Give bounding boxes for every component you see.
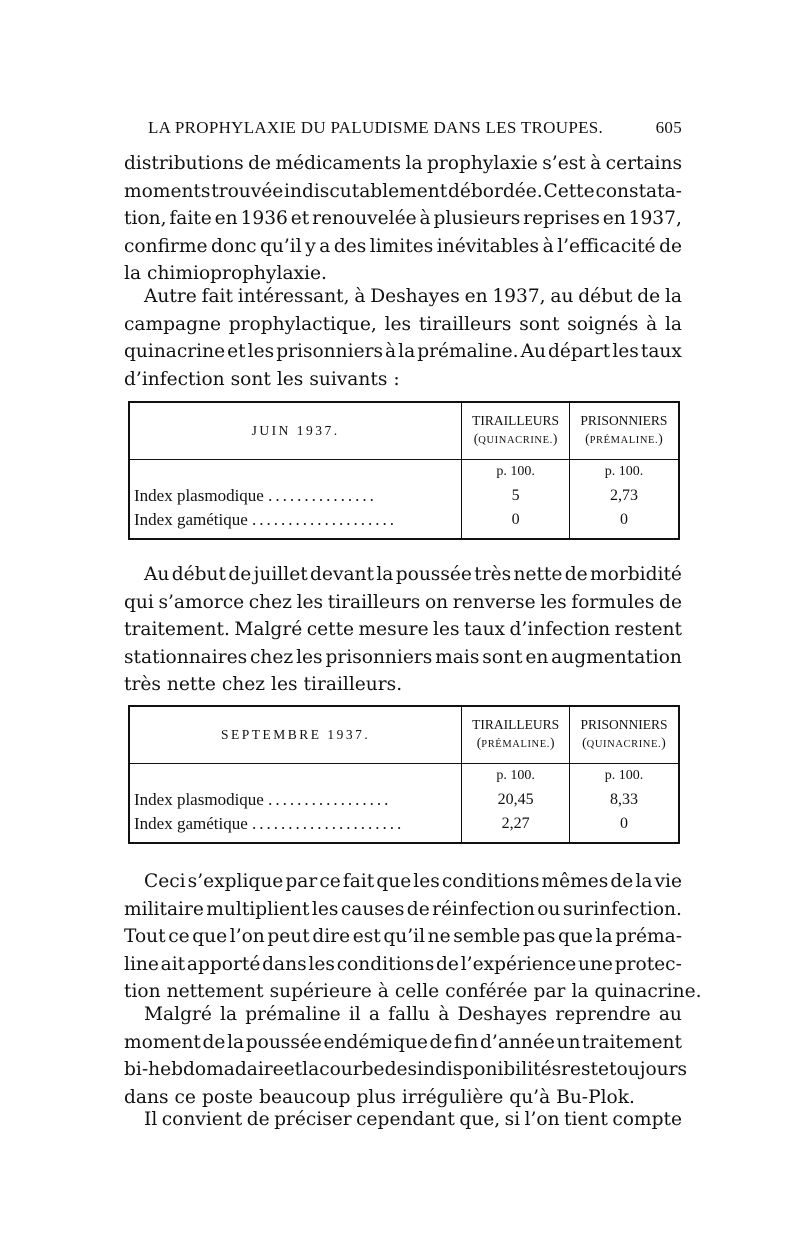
- word: beaucoup: [259, 1086, 351, 1108]
- word: il: [348, 1004, 361, 1025]
- word: prophylaxie: [426, 153, 538, 174]
- word: et: [290, 208, 310, 230]
- word: débordée.: [448, 180, 543, 202]
- word: l’on: [229, 926, 265, 948]
- text-line: [124, 644, 682, 672]
- row-label: Index plasmodique: [134, 790, 264, 809]
- word: tirailleurs.: [303, 674, 403, 696]
- word: d’année: [480, 1031, 555, 1053]
- word: Deshayes: [370, 286, 460, 307]
- word: médicaments: [275, 153, 402, 174]
- word: cette: [306, 619, 355, 641]
- word: chez: [221, 674, 266, 696]
- leader-dots: .................: [268, 790, 392, 809]
- word: de: [248, 153, 272, 174]
- text-line: [124, 951, 682, 979]
- word: taux: [640, 341, 682, 363]
- word: la: [220, 1004, 238, 1025]
- word: les: [296, 591, 324, 613]
- word: conférée: [445, 981, 528, 1003]
- word: indisponibilités: [417, 1059, 562, 1081]
- word: les: [384, 313, 412, 335]
- word: mesure: [358, 619, 429, 641]
- word: préciser: [274, 1109, 352, 1130]
- word: multiplient: [206, 898, 310, 920]
- word: prophylactique,: [228, 313, 377, 335]
- word: campagne: [124, 313, 221, 335]
- word: bi-hebdomadaire: [124, 1059, 284, 1081]
- word: confirme: [124, 235, 208, 257]
- word: plusieurs: [433, 208, 521, 230]
- word: chez: [250, 646, 294, 668]
- word: celle: [394, 981, 440, 1003]
- word: chez: [248, 591, 292, 613]
- word: à: [438, 1004, 450, 1025]
- word: y: [305, 235, 316, 257]
- word: à: [377, 981, 389, 1003]
- word: les: [308, 953, 335, 975]
- word: irrégulière: [401, 1086, 504, 1108]
- word: par: [533, 981, 566, 1003]
- word: de: [202, 1031, 226, 1053]
- word: reprises: [523, 208, 600, 230]
- word: quinacrine: [124, 341, 226, 363]
- word: Au: [144, 564, 170, 585]
- word: constata-: [595, 180, 682, 202]
- word: la: [595, 926, 613, 948]
- table-row: [129, 788, 679, 812]
- text-line: [124, 868, 682, 896]
- word: dire: [312, 926, 351, 948]
- table-row: [129, 812, 679, 843]
- word: la: [571, 981, 589, 1003]
- word: ce: [319, 871, 341, 892]
- word: line: [124, 953, 159, 975]
- leader-dots: .....................: [252, 814, 405, 833]
- text-line: [124, 366, 682, 394]
- text-line: [124, 205, 682, 233]
- word: que,: [459, 1109, 501, 1130]
- word: qu’à: [509, 1086, 551, 1108]
- word: les: [413, 871, 440, 892]
- word: à: [542, 235, 554, 257]
- word: apporté: [186, 953, 261, 975]
- word: compte: [612, 1109, 682, 1130]
- word: l’on: [524, 1109, 560, 1130]
- word: causes: [340, 898, 405, 920]
- word: suivants: [309, 368, 388, 390]
- word: tion: [124, 981, 161, 1003]
- word: à: [419, 208, 431, 230]
- word: devant: [310, 564, 374, 585]
- word: militaire: [124, 898, 204, 920]
- running-head: [148, 118, 682, 142]
- word: Tout: [124, 926, 166, 948]
- word: nettement: [166, 981, 264, 1003]
- word: très: [474, 564, 512, 585]
- word: ait: [160, 953, 186, 975]
- word: une: [577, 953, 613, 975]
- running-head-title: LA PROPHYLAXIE DU PALUDISME DANS LES TROUPES.: [148, 118, 604, 137]
- word: 1937,: [628, 208, 682, 230]
- word: préma-: [615, 926, 682, 948]
- word: quinacrine.: [594, 981, 702, 1003]
- word: poussée: [395, 564, 472, 585]
- word: à: [646, 313, 658, 335]
- word: sont: [482, 646, 523, 668]
- word: est: [352, 926, 381, 948]
- word: traitement.: [124, 619, 230, 641]
- page-number: 605: [655, 118, 682, 137]
- word: endémique: [323, 1031, 428, 1053]
- word: les: [612, 341, 639, 363]
- unit-label: p. 100.: [569, 764, 679, 789]
- leader-dots: ...............: [268, 486, 377, 505]
- word: un: [556, 1031, 581, 1053]
- word: au: [658, 1004, 682, 1025]
- word: de: [406, 898, 430, 920]
- word: inévitables: [436, 235, 540, 257]
- word: au: [550, 286, 574, 307]
- word: d’infection: [509, 619, 611, 641]
- word: des: [384, 1059, 418, 1081]
- word: fait: [201, 286, 233, 307]
- word: la: [664, 313, 682, 335]
- word: tient: [564, 1109, 608, 1130]
- paragraph-3: [124, 561, 682, 699]
- text-line: [124, 311, 682, 339]
- word: début: [578, 286, 633, 307]
- word: semble: [453, 926, 521, 948]
- word: de: [564, 564, 588, 585]
- word: augmentation: [551, 646, 682, 668]
- word: que: [192, 926, 228, 948]
- table-row: [129, 484, 679, 508]
- column-treatment: PRÉMALINE.: [481, 739, 550, 750]
- word: tirailleurs: [327, 591, 421, 613]
- word: la: [376, 564, 394, 585]
- text-line: [124, 233, 682, 261]
- text-line: [124, 338, 682, 366]
- word: de: [659, 235, 682, 257]
- paragraph-5: [124, 1001, 688, 1111]
- unit-label: p. 100.: [462, 460, 570, 485]
- word: à: [590, 153, 602, 174]
- word: Cette: [543, 180, 595, 202]
- word: et: [283, 1059, 303, 1081]
- word: la: [124, 263, 142, 285]
- word: qu’il: [383, 926, 426, 948]
- text-line: [124, 1106, 682, 1134]
- word: fait: [342, 871, 375, 892]
- row-label: Index gamétique: [134, 814, 248, 833]
- word: s’est: [542, 153, 586, 174]
- word: 1937,: [492, 286, 546, 307]
- column-name: TIRAILLEURS: [472, 413, 560, 428]
- word: tion,: [124, 208, 167, 230]
- paragraph-1: [124, 150, 682, 288]
- word: sont: [519, 313, 560, 335]
- word: en: [602, 208, 626, 230]
- cell-value: 20,45: [462, 788, 570, 812]
- word: Deshayes: [457, 1004, 548, 1025]
- word: la: [635, 871, 653, 892]
- word: en: [464, 286, 488, 307]
- word: de: [436, 953, 459, 975]
- word: Ceci: [144, 871, 186, 892]
- cell-value: 8,33: [569, 788, 679, 812]
- word: les: [276, 368, 304, 390]
- word: donc: [211, 235, 257, 257]
- word: nette: [513, 564, 563, 585]
- word: traitement: [582, 1031, 682, 1053]
- text-line: [124, 923, 682, 951]
- row-label: Index plasmodique: [134, 486, 264, 505]
- word: la: [405, 153, 423, 174]
- word: les: [311, 898, 339, 920]
- paragraph-6: [124, 1106, 682, 1134]
- word: que: [558, 926, 593, 948]
- word: l’efficacité: [557, 235, 656, 257]
- table-period: SEPTEMBRE 1937.: [129, 706, 462, 764]
- word: réinfection: [432, 898, 535, 920]
- word: la: [664, 286, 682, 307]
- word: ce: [174, 1086, 196, 1108]
- word: sont: [230, 368, 271, 390]
- column-header-prisonniers: PRISONNIERS (PRÉMALINE.): [569, 402, 679, 460]
- column-treatment: QUINACRINE.: [478, 435, 553, 446]
- word: dans: [124, 1086, 169, 1108]
- unit-label: p. 100.: [462, 764, 570, 789]
- word: supérieure: [269, 981, 372, 1003]
- text-line: [124, 589, 682, 617]
- word: surinfection.: [562, 898, 682, 920]
- word: en: [525, 646, 549, 668]
- word: l’expérience: [460, 953, 577, 975]
- word: prisonniers: [276, 341, 384, 363]
- word: les: [271, 674, 298, 696]
- cell-value: 5: [462, 484, 570, 508]
- word: s’amorce: [158, 591, 245, 613]
- text-line: [124, 150, 682, 178]
- word: poussée: [245, 1031, 322, 1053]
- word: début: [171, 564, 227, 585]
- word: faite: [169, 208, 212, 230]
- word: prisonniers: [325, 646, 433, 668]
- column-treatment: PRÉMALINE.: [589, 435, 659, 446]
- word: fin: [454, 1031, 479, 1053]
- word: les: [296, 646, 323, 668]
- word: intéressant,: [237, 286, 350, 307]
- word: prémaline: [245, 1004, 341, 1025]
- word: de: [246, 1109, 270, 1130]
- paragraph-2: [124, 283, 682, 393]
- word: Au: [520, 341, 546, 363]
- column-name: PRISONNIERS: [580, 413, 668, 428]
- word: la: [398, 341, 416, 363]
- word: de: [429, 1031, 453, 1053]
- word: ne: [427, 926, 451, 948]
- table-row: [129, 508, 679, 539]
- word: restent: [614, 619, 682, 641]
- cell-value: 0: [462, 508, 570, 539]
- word: prémaline.: [417, 341, 519, 363]
- word: 1936: [240, 208, 288, 230]
- word: les: [247, 341, 275, 363]
- text-line: [124, 1001, 682, 1029]
- column-name: TIRAILLEURS: [472, 717, 560, 732]
- word: en: [214, 208, 238, 230]
- word: des: [333, 235, 367, 257]
- cell-value: 2,27: [462, 812, 570, 843]
- word: dans: [262, 953, 307, 975]
- word: a: [368, 1004, 380, 1025]
- word: :: [393, 368, 400, 390]
- word: Bu-Plok.: [556, 1086, 635, 1108]
- word: tirailleurs: [418, 313, 512, 335]
- word: protec-: [614, 953, 682, 975]
- word: reste: [561, 1059, 610, 1081]
- word: chimioprophylaxie.: [147, 263, 327, 285]
- column-header-tirailleurs: TIRAILLEURS (PRÉMALINE.): [462, 706, 570, 764]
- text-line: [124, 671, 682, 699]
- cell-value: 2,73: [569, 484, 679, 508]
- word: Malgré: [234, 619, 303, 641]
- word: qui: [124, 591, 154, 613]
- word: conditions: [441, 871, 540, 892]
- word: morbidité: [590, 564, 682, 585]
- word: conditions: [336, 953, 435, 975]
- word: très: [124, 674, 161, 696]
- word: fallu: [388, 1004, 431, 1025]
- word: qu’il: [260, 235, 302, 257]
- word: mêmes: [541, 871, 609, 892]
- column-header-tirailleurs: TIRAILLEURS (QUINACRINE.): [462, 402, 570, 460]
- word: limites: [369, 235, 434, 257]
- infection-table-june: [128, 401, 680, 540]
- text-line: [124, 283, 682, 311]
- word: et: [227, 341, 246, 363]
- word: mais: [435, 646, 480, 668]
- word: Il: [144, 1109, 158, 1130]
- cell-value: 0: [569, 508, 679, 539]
- word: à: [385, 341, 397, 363]
- cell-value: 0: [569, 812, 679, 843]
- word: courbe: [319, 1059, 385, 1081]
- word: d’infection: [124, 368, 225, 390]
- word: plus: [356, 1086, 396, 1108]
- unit-label: p. 100.: [569, 460, 679, 485]
- word: la: [227, 1031, 245, 1053]
- word: a: [319, 235, 331, 257]
- infection-table-september: [128, 705, 680, 844]
- word: à: [354, 286, 366, 307]
- word: ce: [168, 926, 190, 948]
- word: s’explique: [187, 871, 284, 892]
- word: peut: [267, 926, 310, 948]
- text-line: [124, 1029, 682, 1057]
- word: convient: [161, 1109, 243, 1130]
- word: nette: [166, 674, 216, 696]
- column-treatment: QUINACRINE.: [586, 739, 662, 750]
- word: vie: [654, 871, 682, 892]
- word: toujours: [609, 1059, 688, 1081]
- word: moments: [124, 180, 211, 202]
- word: taux: [464, 619, 506, 641]
- word: trouvée: [211, 180, 284, 202]
- word: soignés: [567, 313, 639, 335]
- word: stationnaires: [124, 646, 248, 668]
- column-header-prisonniers: PRISONNIERS (QUINACRINE.): [569, 706, 679, 764]
- word: juillet: [253, 564, 308, 585]
- word: les: [433, 619, 460, 641]
- leader-dots: ....................: [252, 510, 398, 529]
- word: départ: [548, 341, 611, 363]
- word: reprendre: [555, 1004, 651, 1025]
- word: poste: [201, 1086, 254, 1108]
- word: cependant: [356, 1109, 455, 1130]
- text-line: [124, 896, 682, 924]
- word: par: [285, 871, 318, 892]
- paragraph-4: [124, 868, 702, 1006]
- word: les: [540, 591, 567, 613]
- row-label: Index gamétique: [134, 510, 248, 529]
- word: de: [610, 871, 634, 892]
- text-line: [124, 178, 682, 206]
- word: on: [424, 591, 449, 613]
- text-line: [124, 1056, 688, 1084]
- word: la: [302, 1059, 320, 1081]
- table-period: JUIN 1937.: [129, 402, 462, 460]
- word: de: [637, 286, 661, 307]
- word: Autre: [144, 286, 197, 307]
- text-line: [124, 616, 682, 644]
- word: distributions: [124, 153, 244, 174]
- text-line: [124, 561, 682, 589]
- word: de: [659, 591, 682, 613]
- word: si: [504, 1109, 521, 1130]
- word: ou: [537, 898, 561, 920]
- word: formules: [571, 591, 655, 613]
- column-name: PRISONNIERS: [580, 717, 668, 732]
- word: de: [228, 564, 252, 585]
- word: pas: [522, 926, 556, 948]
- word: renverse: [452, 591, 536, 613]
- word: indiscutablement: [284, 180, 448, 202]
- word: certains: [605, 153, 682, 174]
- word: Malgré: [144, 1004, 212, 1025]
- word: renouvelée: [312, 208, 417, 230]
- word: moment: [124, 1031, 201, 1053]
- word: que: [376, 871, 412, 892]
